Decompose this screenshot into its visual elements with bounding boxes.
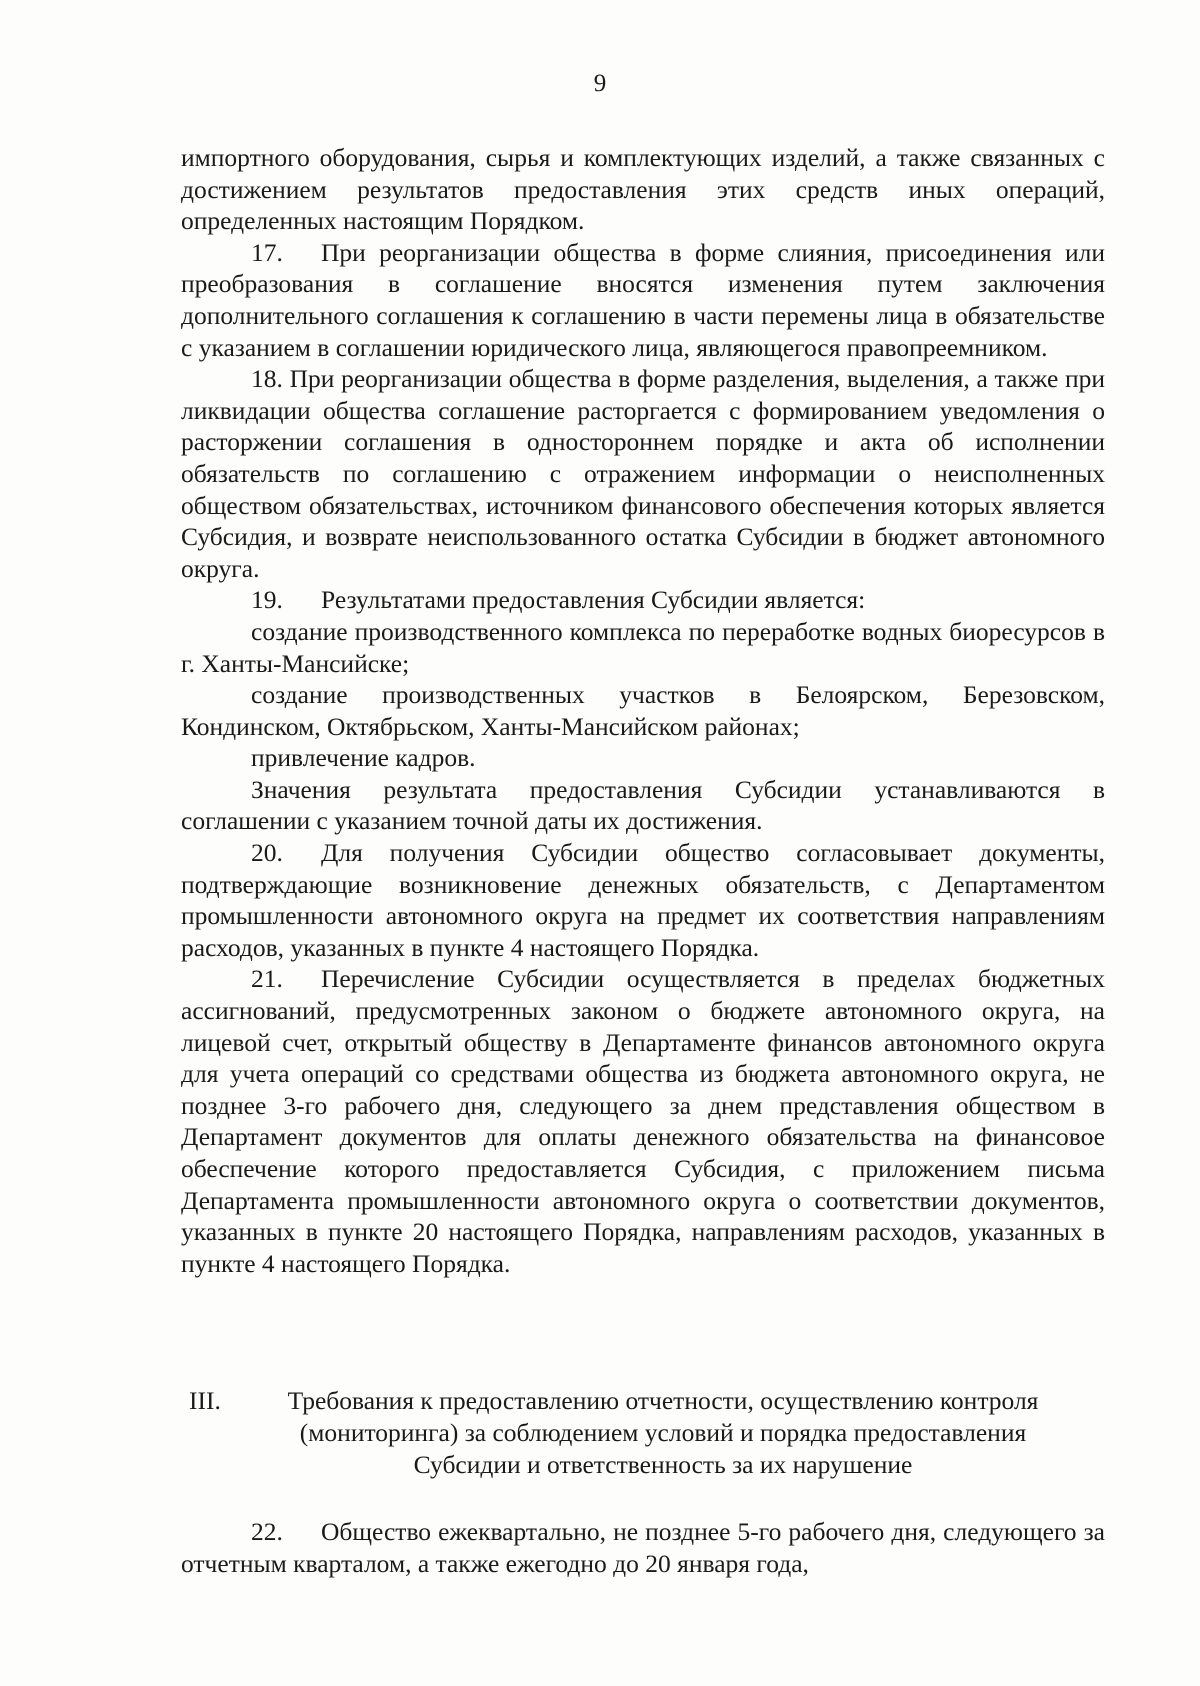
paragraph-21-number: 21. xyxy=(251,964,283,994)
paragraph-20-text: Для получения Субсидии общество согласовывает документы, подтверждающие возникновение денежных обязательств, с Департаментом промышленности автономного округа на предмет их соответствия направлениям расходов, указанных в пункте 4 настоящего Порядка. xyxy=(181,838,1105,962)
paragraph-18-text: При реорганизации общества в форме разделения, выделения, а также при ликвидации общества соглашение расторгается с формированием уведомления о расторжении соглашения в одностороннем порядке и акта об исполнении обязательств по соглашению с отражением информации о неисполненных обществом обязательствах, источником финансового обеспечения которых является Субсидия, и возврате неиспользованного остатка Субсидии в бюджет автономного округа. xyxy=(181,364,1106,583)
paragraph-17-number: 17. xyxy=(251,237,283,267)
section-heading xyxy=(181,1385,1105,1481)
paragraph-22-text: Общество ежеквартально, не позднее 5-го рабочего дня, следующего за отчетным кварталом, а также ежегодно до 20 января года, xyxy=(181,1517,1105,1578)
document-body xyxy=(181,142,1105,1279)
paragraph-21-text: Перечисление Субсидии осуществляется в пределах бюджетных ассигнований, предусмотренных законом о бюджете автономного округа, на лицевой счет, открытый обществу в Департаменте финансов автономного округа для учета операций со средствами общества из бюджета автономного округа, не позднее 3-го рабочего дня, следующего за днем представления обществом в Департамент документов для оплаты денежного обязательства на финансовое обеспечение которого предоставляется Субсидия, с приложением письма Департамента промышленности автономного округа о соответствии документов, указанных в пункте 20 настоящего Порядка, направлениям расходов, указанных в пункте 4 настоящего Порядка. xyxy=(181,964,1105,1278)
section-number: III. xyxy=(189,1386,221,1415)
paragraph-19-item-3: привлечение кадров. xyxy=(251,743,476,773)
section-title-line-1: Требования к предоставлению отчетности, осуществлению контроля xyxy=(287,1386,1039,1415)
paragraph-20-number: 20. xyxy=(251,838,283,868)
paragraph-20 xyxy=(181,837,1105,963)
paragraph-21 xyxy=(181,963,1105,1279)
paragraph-22-number: 22. xyxy=(251,1517,283,1546)
paragraph-19-text: Результатами предоставления Субсидии является: xyxy=(321,585,866,615)
paragraph-22 xyxy=(181,1516,1105,1579)
paragraph-18 xyxy=(181,363,1105,584)
section-title-line-3: Субсидии и ответственность за их нарушение xyxy=(413,1450,913,1479)
paragraph-17 xyxy=(181,237,1105,363)
paragraph-19-number: 19. xyxy=(251,585,283,615)
paragraph-19-values: Значения результата предоставления Субсидии устанавливаются в соглашении с указанием точной даты их достижения. xyxy=(181,774,1105,836)
paragraph-19-item-1: создание производственного комплекса по переработке водных биоресурсов в г. Ханты-Мансийске; xyxy=(181,616,1105,678)
paragraph-19-item-2: создание производственных участков в Белоярском, Березовском, Кондинском, Октябрьском, Ханты-Мансийском районах; xyxy=(181,680,1105,741)
section-title-line-2: (мониторинга) за соблюдением условий и порядка предоставления xyxy=(299,1418,1027,1447)
section-title xyxy=(181,1385,1105,1481)
paragraph-intro: импортного оборудования, сырья и комплектующих изделий, а также связанных с достижением результатов предоставления этих средств иных операций, определенных настоящим Порядком. xyxy=(181,143,1105,236)
paragraph-19 xyxy=(181,584,1105,616)
paragraph-18-number: 18. xyxy=(251,364,283,394)
page-number: 9 xyxy=(593,70,607,97)
paragraph-17-text: При реорганизации общества в форме слияния, присоединения или преобразования в соглашение вносятся изменения путем заключения дополнительного соглашения к соглашению в части перемены лица в обязательстве с указанием в соглашении юридического лица, являющегося правопреемником. xyxy=(181,237,1105,362)
